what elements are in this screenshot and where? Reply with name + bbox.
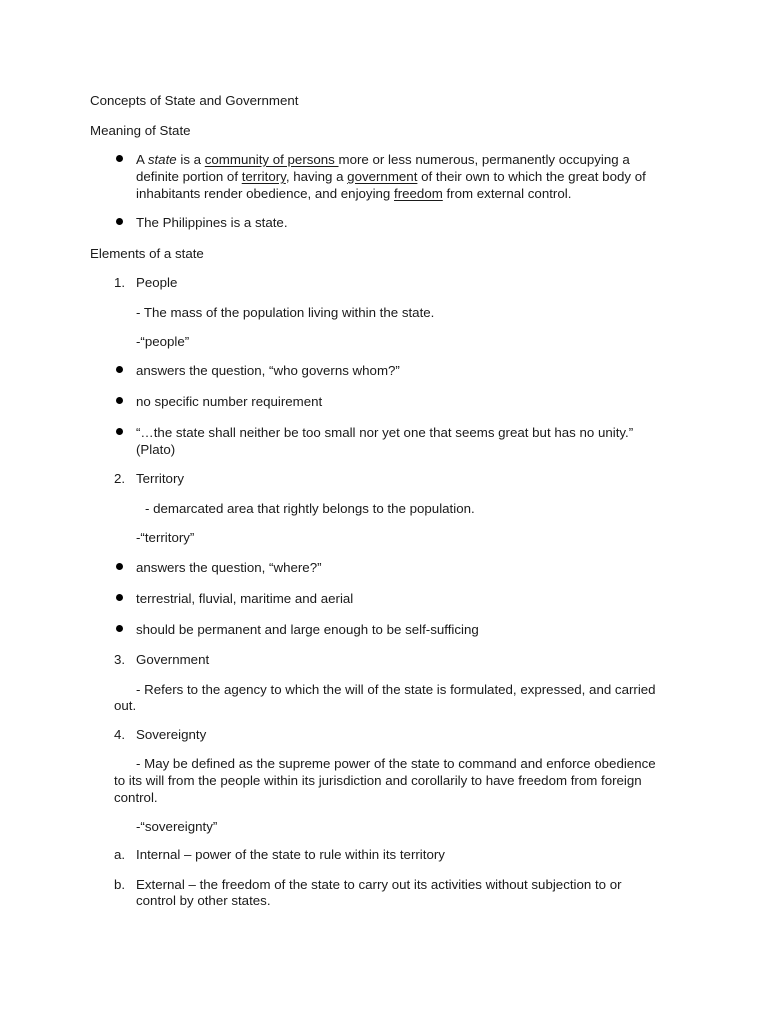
term-community-of-persons: community of persons	[204, 152, 339, 167]
government-description-line-2: out.	[114, 698, 137, 713]
sovereignty-internal: Internal – power of the state to rule within its territory	[136, 847, 445, 862]
definition-line-1	[136, 152, 630, 168]
definition-line-3	[136, 186, 571, 202]
bullet-icon	[116, 218, 123, 225]
term-state: state	[147, 152, 177, 167]
sovereignty-external-line-2: control by other states.	[136, 893, 271, 908]
element-territory: Territory	[136, 471, 185, 486]
people-bullet-2: no specific number requirement	[136, 394, 323, 409]
document-title: Concepts of State and Government	[90, 93, 299, 108]
people-bullet-1: answers the question, “who governs whom?”	[136, 363, 400, 378]
sovereignty-description-line-2: to its will from the people within its jurisdiction and corollarily to have freedom from foreign	[114, 773, 642, 788]
definition-text: more or less numerous, permanently occupying a	[338, 152, 630, 167]
list-letter: a.	[114, 847, 126, 862]
list-number: 1.	[114, 275, 126, 290]
definition-text: definite portion of	[136, 169, 242, 184]
government-description-line-1: - Refers to the agency to which the will of the state is formulated, expressed, and carried	[136, 682, 656, 697]
people-description: - The mass of the population living within the state.	[136, 305, 435, 320]
people-bullet-3-line-2: (Plato)	[136, 442, 176, 457]
bullet-icon	[116, 366, 123, 373]
sovereignty-external-line-1: External – the freedom of the state to carry out its activities without subjection to or	[136, 877, 622, 892]
territory-description: - demarcated area that rightly belongs to the population.	[145, 501, 475, 516]
definition-text: , having a	[285, 169, 348, 184]
sovereignty-term: -“sovereignty”	[136, 819, 218, 834]
element-sovereignty: Sovereignty	[136, 727, 207, 742]
bullet-icon	[116, 397, 123, 404]
definition-text: is a	[176, 152, 205, 167]
list-letter: b.	[114, 877, 126, 892]
bullet-icon	[116, 563, 123, 570]
territory-bullet-1: answers the question, “where?”	[136, 560, 322, 575]
bullet-icon	[116, 155, 123, 162]
definition-text: from external control.	[442, 186, 572, 201]
sovereignty-description-line-1: - May be defined as the supreme power of the state to command and enforce obedience	[136, 756, 656, 771]
term-government: government	[347, 169, 418, 184]
people-term: -“people”	[136, 334, 190, 349]
term-freedom: freedom	[394, 186, 443, 201]
bullet-icon	[116, 625, 123, 632]
sovereignty-description-line-3: control.	[114, 790, 158, 805]
list-number: 4.	[114, 727, 126, 742]
people-bullet-3-line-1: “…the state shall neither be too small nor yet one that seems great but has no unity.”	[136, 425, 634, 440]
bullet-icon	[116, 428, 123, 435]
definition-text: of their own to which the great body of	[417, 169, 646, 184]
section-heading-meaning: Meaning of State	[90, 123, 191, 138]
territory-bullet-3: should be permanent and large enough to be self-sufficing	[136, 622, 479, 637]
definition-text: inhabitants render obedience, and enjoying	[136, 186, 395, 201]
element-government: Government	[136, 652, 210, 667]
philippines-statement: The Philippines is a state.	[136, 215, 288, 230]
term-territory: territory	[241, 169, 286, 184]
list-number: 2.	[114, 471, 126, 486]
bullet-icon	[116, 594, 123, 601]
section-heading-elements: Elements of a state	[90, 246, 204, 261]
definition-line-2	[136, 169, 646, 185]
territory-bullet-2: terrestrial, fluvial, maritime and aerial	[136, 591, 354, 606]
definition-text: A	[136, 152, 148, 167]
territory-term: -“territory”	[136, 530, 195, 545]
element-people: People	[136, 275, 178, 290]
list-number: 3.	[114, 652, 126, 667]
